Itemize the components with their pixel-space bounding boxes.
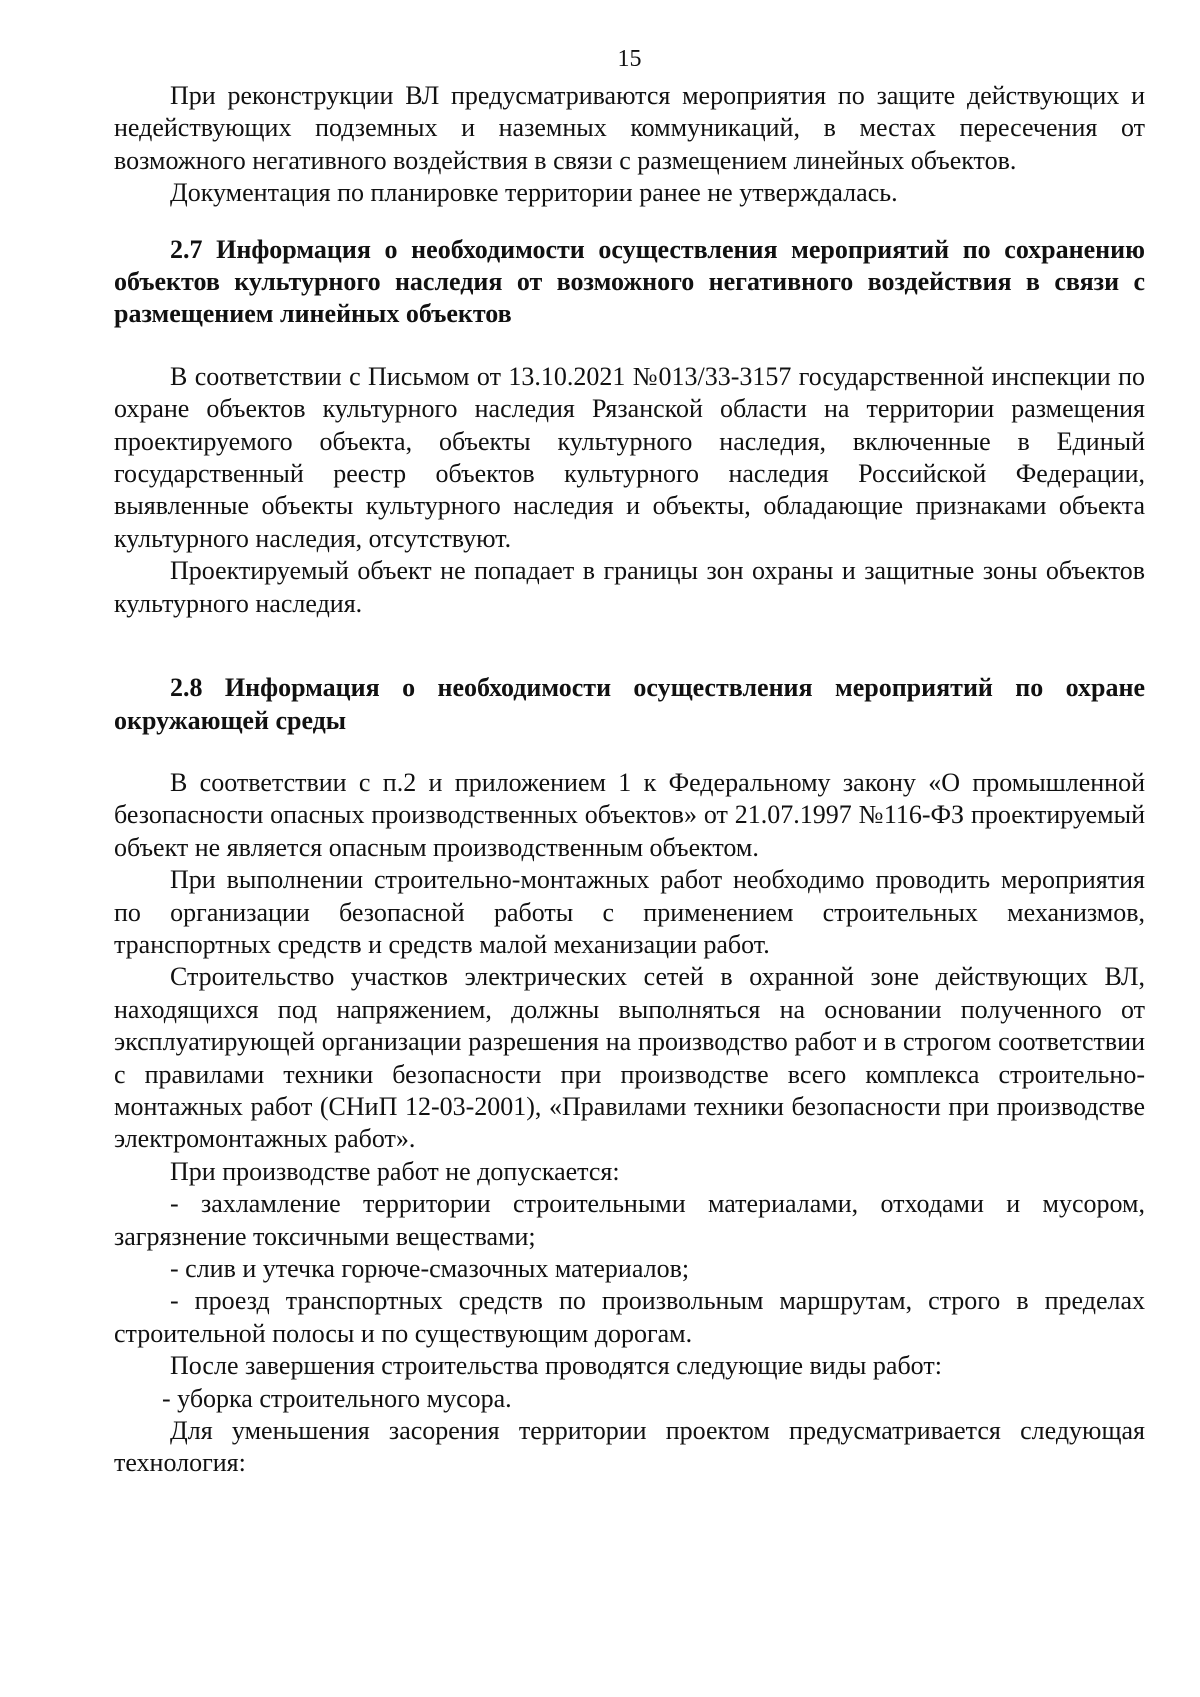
- paragraph: После завершения строительства проводятся следующие виды работ:: [170, 1351, 942, 1381]
- paragraph: При выполнении строительно-монтажных работ необходимо проводить мероприятия по организации безопасной работы с применением строительных механизмов, транспортных средств и средств малой механизации работ.: [114, 865, 1145, 959]
- page-number: 15: [617, 46, 642, 72]
- document-body: [114, 80, 1145, 1480]
- paragraph: Документация по планировке территории ранее не утверждалась.: [170, 178, 898, 208]
- paragraph: В соответствии с Письмом от 13.10.2021 №013/33-3157 государственной инспекции по охране объектов культурного наследия Рязанской области на территории размещения проектируемого объекта, объекты культурного наследия, включенные в Единый государственный реестр объектов культурного наследия Российской Федерации, выявленные объекты культурного наследия и объекты, обладающие признаками объекта культурного наследия, отсутствуют.: [114, 361, 1145, 553]
- list-item: - проезд транспортных средств по произвольным маршрутам, строго в пределах строительной полосы и по существующим дорогам.: [114, 1286, 1145, 1348]
- paragraph: При производстве работ не допускается:: [170, 1156, 620, 1186]
- paragraph: При реконструкции ВЛ предусматриваются мероприятия по защите действующих и недействующих подземных и наземных коммуникаций, в местах пересечения от возможного негативного воздействия в связи с размещением линейных объектов.: [114, 81, 1145, 175]
- list-item: - слив и утечка горюче-смазочных материалов;: [170, 1254, 690, 1283]
- list-item: - уборка строительного мусора.: [162, 1383, 512, 1413]
- paragraph: В соответствии с п.2 и приложением 1 к Федеральному закону «О промышленной безопасности опасных производственных объектов» от 21.07.1997 №116-ФЗ проектируемый объект не является опасным производственным объектом.: [114, 767, 1145, 862]
- section-heading-2-7: 2.7 Информация о необходимости осуществления мероприятий по сохранению объектов культурного наследия от возможного негативного воздействия в связи с размещением линейных объектов: [114, 234, 1145, 329]
- paragraph: Проектируемый объект не попадает в границы зон охраны и защитные зоны объектов культурного наследия.: [114, 556, 1145, 618]
- paragraph: Строительство участков электрических сетей в охранной зоне действующих ВЛ, находящихся под напряжением, должны выполняться на основании полученного от эксплуатирующей организации разрешения на производство работ и в строгом соответствии с правилами техники безопасности при производстве всего комплекса строительно-монтажных работ (СНиП 12-03-2001), «Правилами техники безопасности при производстве электромонтажных работ».: [114, 962, 1145, 1154]
- list-item: - захламление территории строительными материалами, отходами и мусором, загрязнение токсичными веществами;: [114, 1189, 1145, 1251]
- paragraph: Для уменьшения засорения территории проектом предусматривается следующая технология:: [114, 1416, 1145, 1478]
- section-heading-2-8: 2.8 Информация о необходимости осуществления мероприятий по охране окружающей среды: [114, 673, 1145, 735]
